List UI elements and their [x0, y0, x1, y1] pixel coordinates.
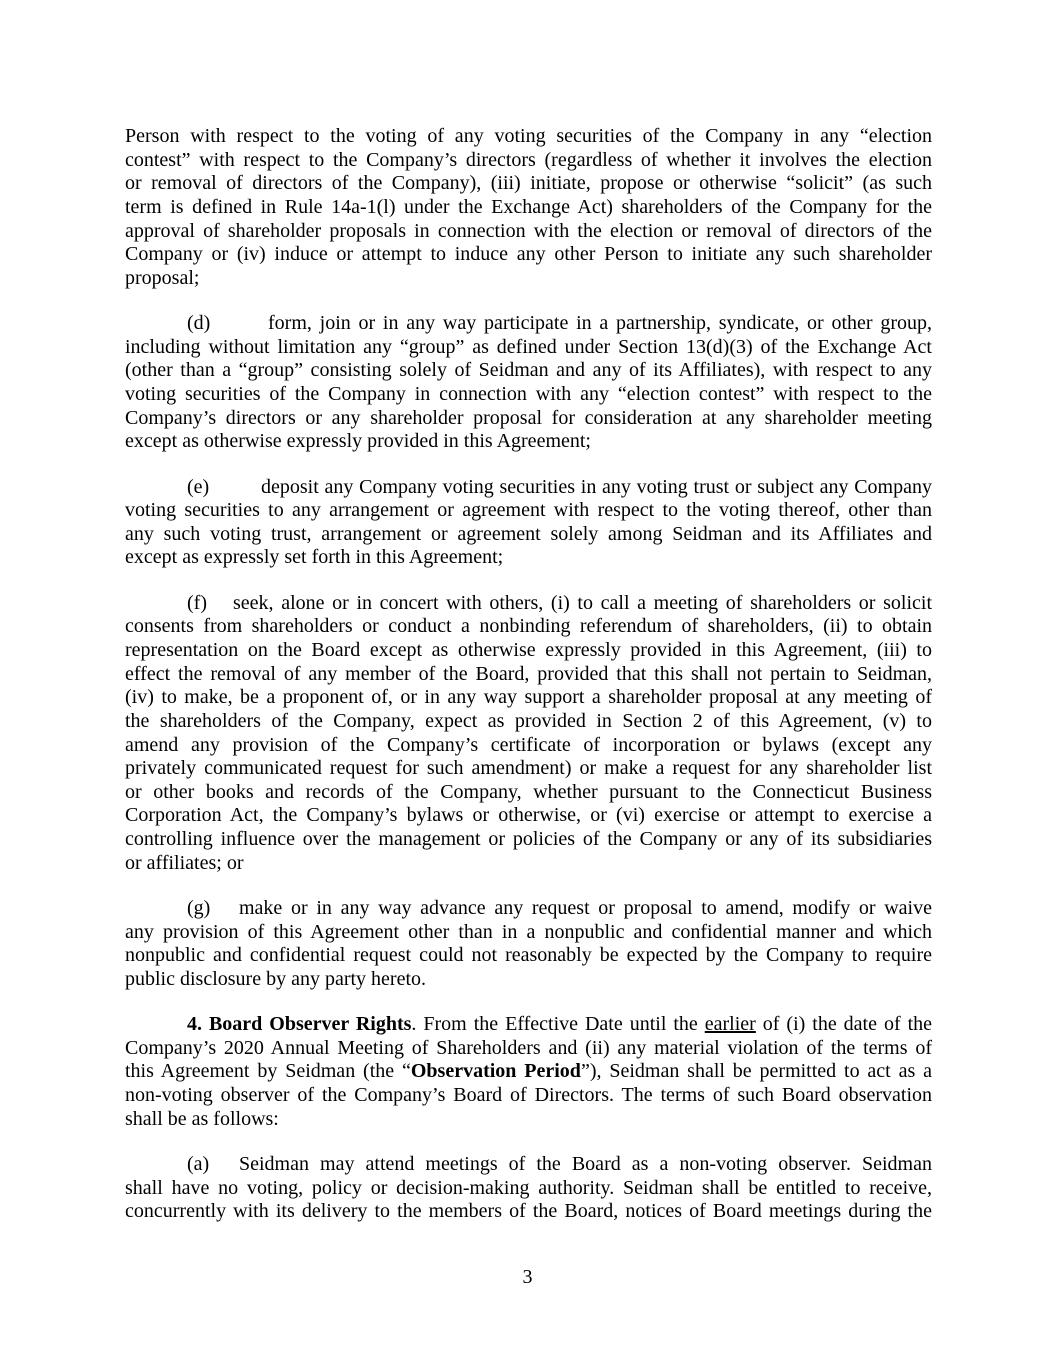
- defined-term: Observation Period: [410, 1060, 581, 1083]
- text-line: [125, 1060, 932, 1084]
- text-line: [125, 476, 932, 500]
- text-line: amend any provision of the Company’s certificate of incorporation or bylaws (except any: [125, 733, 932, 756]
- line-text: of (i) the date of the: [755, 1013, 933, 1036]
- text-line: [125, 312, 932, 336]
- page-number: 3: [522, 1266, 533, 1288]
- section-4-board-observer-rights: [125, 1013, 932, 1131]
- text-line: (iv) to make, be a proponent of, or in any way support a shareholder proposal at any meeting of: [125, 686, 932, 709]
- text-line: any provision of this Agreement other than in a nonpublic and confidential manner and which: [125, 920, 932, 943]
- item-label: (a): [187, 1152, 210, 1175]
- underlined-term: earlier: [704, 1013, 756, 1036]
- section-heading: 4. Board Observer Rights: [187, 1013, 412, 1036]
- line-text: make or in any way advance any request or proposal to amend, modify or waive: [239, 896, 932, 919]
- text-line: or removal of directors of the Company), (iii) initiate, propose or otherwise “solicit” (as such: [125, 172, 932, 195]
- text-line: Person with respect to the voting of any voting securities of the Company in any “election: [125, 125, 932, 147]
- text-line: shall have no voting, policy or decision-making authority. Seidman shall be entitled to receive,: [125, 1176, 932, 1199]
- text-line: [125, 1153, 932, 1177]
- paragraph-item-d: [125, 312, 932, 454]
- text-line: except as expressly set forth in this Agreement;: [125, 546, 504, 569]
- text-line: voting securities of the Company in connection with any “election contest” with respect to the: [125, 383, 932, 405]
- line-text: seek, alone or in concert with others, (i) to call a meeting of shareholders or solicit: [233, 591, 932, 614]
- text-line: public disclosure by any party hereto.: [125, 967, 427, 990]
- text-line: (other than a “group” consisting solely of Seidman and any of its Affiliates), with respect to any: [125, 359, 932, 382]
- text-line: effect the removal of any member of the Board, provided that this shall not pertain to Seidman,: [125, 662, 932, 685]
- text-line: controlling influence over the management or policies of the Company or any of its subsidiaries: [125, 828, 932, 851]
- paragraph-item-f: [125, 592, 932, 876]
- text-line: or other books and records of the Company, whether pursuant to the Connecticut Business: [125, 780, 932, 803]
- text-line: or affiliates; or: [125, 851, 244, 874]
- text-line: nonpublic and confidential request could not reasonably be expected by the Company to require: [125, 944, 932, 967]
- text-line: concurrently with its delivery to the members of the Board, notices of Board meetings during the: [125, 1200, 932, 1223]
- paragraph-item-4a: [125, 1153, 932, 1224]
- line-text: form, join or in any way participate in a partnership, syndicate, or other group,: [268, 312, 932, 335]
- text-line: approval of shareholder proposals in connection with the election or removal of directors of the: [125, 219, 932, 242]
- item-label: (g): [187, 896, 211, 919]
- document-body: [125, 125, 932, 1245]
- text-line: term is defined in Rule 14a-1(l) under the Exchange Act) shareholders of the Company for the: [125, 195, 932, 218]
- text-line: Company’s directors or any shareholder proposal for consideration at any shareholder meeting: [125, 406, 932, 429]
- text-line: any such voting trust, arrangement or agreement solely among Seidman and its Affiliates and: [125, 522, 932, 545]
- text-line: contest” with respect to the Company’s directors (regardless of whether it involves the election: [125, 148, 932, 171]
- text-line: [125, 897, 932, 921]
- text-line: including without limitation any “group” as defined under Section 13(d)(3) of the Exchange Act: [125, 335, 932, 358]
- text-line: shall be as follows:: [125, 1107, 279, 1130]
- paragraph-item-e: [125, 476, 932, 571]
- text-line: Corporation Act, the Company’s bylaws or otherwise, or (vi) exercise or attempt to exercise a: [125, 804, 932, 827]
- text-line: Company’s 2020 Annual Meeting of Shareholders and (ii) any material violation of the terms of: [125, 1036, 932, 1059]
- text-line: non-voting observer of the Company’s Board of Directors. The terms of such Board observation: [125, 1084, 932, 1107]
- text-line: [125, 1013, 932, 1037]
- paragraph-3c-continuation: [125, 125, 932, 290]
- line-text: ”), Seidman shall be permitted to act as a: [580, 1060, 932, 1083]
- paragraph-item-g: [125, 897, 932, 992]
- line-text: . From the Effective Date until the: [411, 1013, 705, 1036]
- line-text: this Agreement by Seidman (the “: [125, 1060, 411, 1083]
- line-text: Seidman may attend meetings of the Board as a non-voting observer. Seidman: [239, 1152, 932, 1175]
- text-line: privately communicated request for such amendment) or make a request for any shareholder list: [125, 757, 932, 780]
- text-line: [125, 592, 932, 616]
- text-line: representation on the Board except as otherwise expressly provided in this Agreement, (iii) to: [125, 638, 932, 661]
- text-line: proposal;: [125, 266, 200, 289]
- line-text: deposit any Company voting securities in any voting trust or subject any Company: [261, 475, 932, 498]
- item-label: (f): [187, 591, 207, 614]
- text-line: Company or (iv) induce or attempt to induce any other Person to initiate any such shareholder: [125, 243, 932, 266]
- item-label: (e): [187, 475, 210, 498]
- item-label: (d): [187, 312, 211, 335]
- text-line: consents from shareholders or conduct a nonbinding referendum of shareholders, (ii) to obtain: [125, 615, 932, 638]
- text-line: except as otherwise expressly provided in this Agreement;: [125, 430, 591, 453]
- text-line: the shareholders of the Company, expect as provided in Section 2 of this Agreement, (v) to: [125, 709, 932, 732]
- text-line: voting securities to any arrangement or agreement with respect to the voting thereof, other than: [125, 499, 932, 522]
